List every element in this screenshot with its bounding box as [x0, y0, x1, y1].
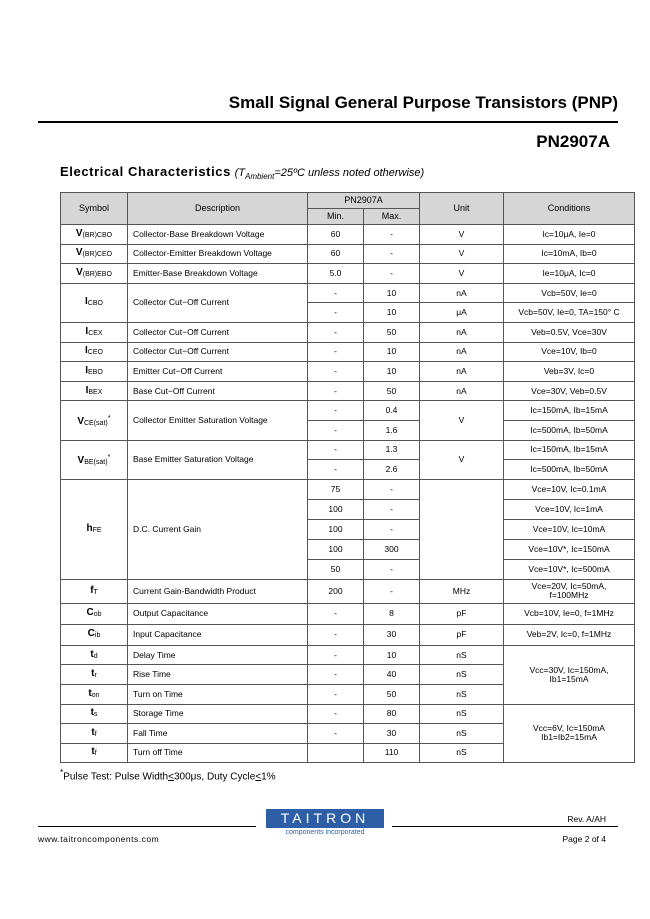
footer-divider-right: [392, 826, 618, 827]
unit-cell: nA: [420, 362, 504, 382]
description-cell: Emitter Cut−Off Current: [128, 362, 308, 382]
min-cell: -: [308, 303, 364, 323]
symbol-cell: $I_{EBO}$: [61, 362, 128, 382]
table-row: [61, 603, 635, 624]
conditions-cell: Vcb=50V, Ie=0: [504, 283, 635, 303]
max-cell: -: [364, 225, 420, 245]
min-cell: -: [308, 322, 364, 342]
conditions-cell: Ie=10μA, Ic=0: [504, 264, 635, 284]
max-cell: 30: [364, 724, 420, 744]
conditions-cell: Vce=10V, Ic=0.1mA: [504, 479, 635, 499]
unit-cell: nA: [420, 283, 504, 303]
note-suffix: =25ºC unless noted otherwise): [274, 167, 425, 179]
conditions-cell: Veb=0.5V, Vce=30V: [504, 322, 635, 342]
max-cell: 10: [364, 303, 420, 323]
description-cell: Collector Emitter Saturation Voltage: [128, 401, 308, 440]
max-cell: 10: [364, 342, 420, 362]
revision-label: Rev. A/AH: [567, 814, 606, 824]
unit-cell: nS: [420, 743, 504, 763]
min-cell: [308, 743, 364, 763]
symbol-cell: $t_f$: [61, 724, 128, 744]
description-cell: Input Capacitance: [128, 624, 308, 645]
conditions-cell: Vce=20V, Ic=50mA, f=100MHz: [504, 579, 635, 603]
conditions-cell: Ic=150mA, Ib=15mA: [504, 401, 635, 421]
table-row: [61, 645, 635, 665]
table-row: [61, 479, 635, 499]
unit-cell: nA: [420, 381, 504, 401]
unit-cell: [420, 479, 504, 579]
min-cell: 50: [308, 559, 364, 579]
symbol-cell: $C_{ib}$: [61, 624, 128, 645]
header-description: Description: [128, 193, 308, 225]
max-cell: 1.6: [364, 420, 420, 440]
section-title: Electrical Characteristics: [60, 164, 231, 179]
description-cell: Collector-Base Breakdown Voltage: [128, 225, 308, 245]
document-title: Small Signal General Purpose Transistors (PNP): [228, 93, 618, 112]
min-cell: -: [308, 624, 364, 645]
table-row: [61, 225, 635, 245]
table-row: [61, 381, 635, 401]
max-cell: 40: [364, 665, 420, 685]
min-cell: -: [308, 603, 364, 624]
conditions-cell: Ic=500mA, Ib=50mA: [504, 460, 635, 480]
header-divider: [38, 121, 618, 123]
min-cell: -: [308, 684, 364, 704]
description-cell: D.C. Current Gain: [128, 479, 308, 579]
conditions-cell: Vce=10V, Ic=10mA: [504, 519, 635, 539]
description-cell: Delay Time: [128, 645, 308, 665]
conditions-cell: Vcc=6V, Ic=150mA Ib1=Ib2=15mA: [504, 704, 635, 763]
header-min: Min.: [308, 209, 364, 225]
max-cell: 50: [364, 684, 420, 704]
max-cell: 0.4: [364, 401, 420, 421]
description-cell: Base Emitter Saturation Voltage: [128, 440, 308, 479]
min-cell: -: [308, 704, 364, 724]
header-unit: Unit: [420, 193, 504, 225]
conditions-cell: Vce=10V*, Ic=150mA: [504, 539, 635, 559]
conditions-cell: Vce=30V, Veb=0.5V: [504, 381, 635, 401]
table-row: [61, 704, 635, 724]
max-cell: 10: [364, 362, 420, 382]
conditions-cell: Ic=10mA, Ib=0: [504, 244, 635, 264]
unit-cell: pF: [420, 624, 504, 645]
max-cell: -: [364, 479, 420, 499]
unit-cell: nS: [420, 665, 504, 685]
conditions-cell: Vcb=10V, Ie=0, f=1MHz: [504, 603, 635, 624]
description-cell: Collector Cut−Off Current: [128, 322, 308, 342]
unit-cell: V: [420, 264, 504, 284]
max-cell: -: [364, 244, 420, 264]
symbol-cell: $C_{ob}$: [61, 603, 128, 624]
conditions-cell: Veb=3V, Ic=0: [504, 362, 635, 382]
max-cell: -: [364, 519, 420, 539]
table-row: [61, 440, 635, 460]
min-cell: -: [308, 440, 364, 460]
min-cell: 75: [308, 479, 364, 499]
min-cell: -: [308, 401, 364, 421]
max-cell: 10: [364, 645, 420, 665]
note-subscript: Ambient: [244, 172, 275, 182]
conditions-cell: Vce=10V, Ib=0: [504, 342, 635, 362]
symbol-cell: $V_{(BR)CBO}$: [61, 225, 128, 245]
unit-cell: V: [420, 244, 504, 264]
note-prefix: (T: [234, 167, 245, 179]
table-row: [61, 362, 635, 382]
unit-cell: nS: [420, 724, 504, 744]
unit-cell: nS: [420, 704, 504, 724]
min-cell: 60: [308, 225, 364, 245]
max-cell: 110: [364, 743, 420, 763]
description-cell: Collector Cut−Off Current: [128, 342, 308, 362]
unit-cell: pF: [420, 603, 504, 624]
symbol-cell: $t_f$: [61, 743, 128, 763]
table-row: [61, 342, 635, 362]
description-cell: Base Cut−Off Current: [128, 381, 308, 401]
table-row: [61, 624, 635, 645]
min-cell: 100: [308, 519, 364, 539]
conditions-cell: Vcc=30V, Ic=150mA, Ib1=15mA: [504, 645, 635, 704]
min-cell: -: [308, 665, 364, 685]
section-heading: [60, 164, 424, 181]
conditions-cell: Ic=10μA, Ie=0: [504, 225, 635, 245]
description-cell: Output Capacitance: [128, 603, 308, 624]
symbol-cell: $V_{(BR)EBO}$: [61, 264, 128, 284]
electrical-characteristics-table: [60, 192, 635, 763]
unit-cell: V: [420, 440, 504, 479]
table-row: [61, 283, 635, 303]
header-max: Max.: [364, 209, 420, 225]
max-cell: -: [364, 579, 420, 603]
conditions-cell: Ic=500mA, Ib=50mA: [504, 420, 635, 440]
symbol-cell: $I_{BEX}$: [61, 381, 128, 401]
conditions-cell: Ic=150mA, Ib=15mA: [504, 440, 635, 460]
table-row: [61, 244, 635, 264]
min-cell: 100: [308, 539, 364, 559]
min-cell: -: [308, 645, 364, 665]
taitron-logo: TAITRON: [266, 809, 384, 828]
unit-cell: V: [420, 401, 504, 440]
description-cell: Fall Time: [128, 724, 308, 744]
symbol-cell: $V_{BE(sat)}^*$: [61, 440, 128, 479]
max-cell: -: [364, 559, 420, 579]
unit-cell: nA: [420, 322, 504, 342]
max-cell: 8: [364, 603, 420, 624]
description-cell: Storage Time: [128, 704, 308, 724]
description-cell: Emitter-Base Breakdown Voltage: [128, 264, 308, 284]
conditions-cell: Vcb=50V, Ie=0, TA=150° C: [504, 303, 635, 323]
description-cell: Rise Time: [128, 665, 308, 685]
min-cell: -: [308, 342, 364, 362]
page-number: Page 2 of 4: [562, 834, 606, 844]
max-cell: 30: [364, 624, 420, 645]
footer-divider-left: [38, 826, 256, 827]
unit-cell: μA: [420, 303, 504, 323]
header-conditions: Conditions: [504, 193, 635, 225]
description-cell: Turn on Time: [128, 684, 308, 704]
description-cell: Turn off Time: [128, 743, 308, 763]
logo-tagline: components incorporated: [285, 829, 365, 836]
unit-cell: MHz: [420, 579, 504, 603]
symbol-cell: $I_{CEO}$: [61, 342, 128, 362]
table-row: [61, 264, 635, 284]
symbol-cell: $I_{CEX}$: [61, 322, 128, 342]
table-row: [61, 322, 635, 342]
symbol-cell: $f_T$: [61, 579, 128, 603]
unit-cell: nS: [420, 645, 504, 665]
min-cell: -: [308, 283, 364, 303]
unit-cell: nA: [420, 342, 504, 362]
min-cell: -: [308, 362, 364, 382]
max-cell: -: [364, 499, 420, 519]
part-number: PN2907A: [536, 132, 610, 151]
symbol-cell: $t_d$: [61, 645, 128, 665]
conditions-cell: Vce=10V*, Ic=500mA: [504, 559, 635, 579]
max-cell: 80: [364, 704, 420, 724]
symbol-cell: $V_{CE(sat)}^*$: [61, 401, 128, 440]
table-row: [61, 579, 635, 603]
min-cell: -: [308, 724, 364, 744]
min-cell: 100: [308, 499, 364, 519]
min-cell: -: [308, 460, 364, 480]
min-cell: 60: [308, 244, 364, 264]
header-part-group: PN2907A: [308, 193, 420, 209]
min-cell: -: [308, 381, 364, 401]
max-cell: 50: [364, 381, 420, 401]
description-cell: Collector Cut−Off Current: [128, 283, 308, 322]
symbol-cell: $I_{CBO}$: [61, 283, 128, 322]
max-cell: 2.6: [364, 460, 420, 480]
website-link[interactable]: www.taitroncomponents.com: [38, 834, 160, 844]
description-cell: Current Gain-Bandwidth Product: [128, 579, 308, 603]
conditions-cell: Vce=10V, Ic=1mA: [504, 499, 635, 519]
min-cell: 200: [308, 579, 364, 603]
symbol-cell: $h_{FE}$: [61, 479, 128, 579]
symbol-cell: $t_s$: [61, 704, 128, 724]
conditions-cell: Veb=2V, Ic=0, f=1MHz: [504, 624, 635, 645]
symbol-cell: $t_{on}$: [61, 684, 128, 704]
header-symbol: Symbol: [61, 193, 128, 225]
unit-cell: V: [420, 225, 504, 245]
min-cell: 5.0: [308, 264, 364, 284]
max-cell: 1.3: [364, 440, 420, 460]
table-row: [61, 401, 635, 421]
unit-cell: nS: [420, 684, 504, 704]
max-cell: -: [364, 264, 420, 284]
pulse-test-footnote: *Pulse Test: Pulse Width<300μs, Duty Cycle<1%: [60, 767, 276, 783]
description-cell: Collector-Emitter Breakdown Voltage: [128, 244, 308, 264]
max-cell: 300: [364, 539, 420, 559]
max-cell: 50: [364, 322, 420, 342]
symbol-cell: $t_r$: [61, 665, 128, 685]
max-cell: 10: [364, 283, 420, 303]
symbol-cell: $V_{(BR)CEO}$: [61, 244, 128, 264]
test-conditions-note: [234, 167, 425, 182]
min-cell: -: [308, 420, 364, 440]
